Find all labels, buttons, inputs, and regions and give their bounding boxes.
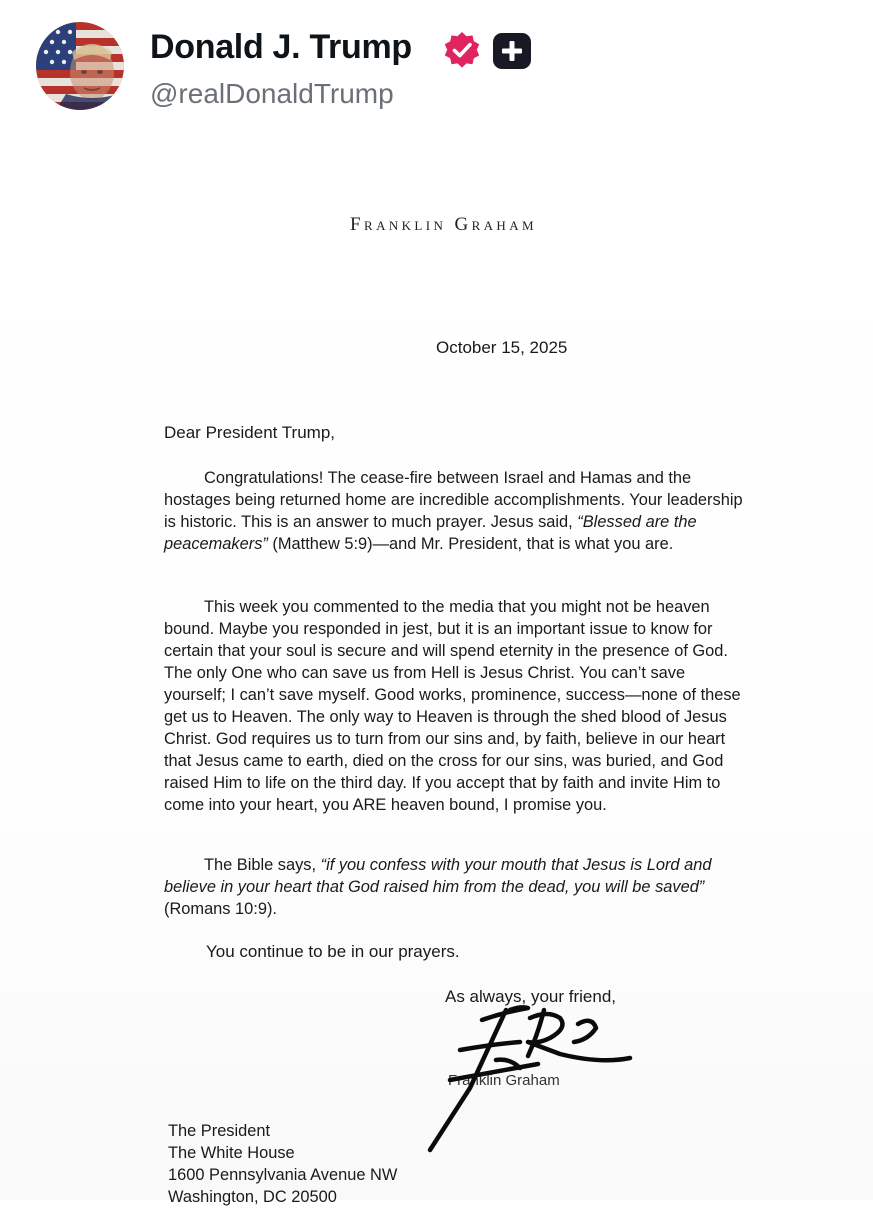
post-header	[0, 0, 873, 135]
author-handle[interactable]: @realDonaldTrump	[150, 78, 394, 109]
address-line: Washington, DC 20500	[168, 1188, 337, 1206]
paragraph-text: Congratulations! The cease-fire between Israel and Hamas and the hostages being returned home are incredible accomplishments. Your leadership is historic. This is an answer to much prayer. Jesus said,	[164, 469, 743, 531]
closing-prayer: You continue to be in our prayers.	[206, 942, 460, 961]
address-line: The President	[168, 1122, 271, 1140]
paragraph-bible	[164, 854, 749, 920]
author-name[interactable]: Donald J. Trump	[150, 28, 412, 66]
signature	[410, 1000, 650, 1165]
paragraph-text: (Matthew 5:9)—and Mr. President, that is what you are.	[267, 535, 674, 553]
scripture-quote: “if you confess with your mouth that Jesus is Lord and believe in your heart that God raised him from the dead, you will be saved”	[164, 856, 712, 896]
letter-date: October 15, 2025	[436, 338, 568, 357]
paragraph-text: (Romans 10:9).	[164, 900, 277, 918]
closing: As always, your friend,	[445, 987, 617, 1006]
address-line: 1600 Pennsylvania Avenue NW	[168, 1166, 398, 1184]
salutation: Dear President Trump,	[164, 423, 336, 442]
paragraph-text: The Bible says,	[204, 856, 321, 874]
scripture-quote: “Blessed are the peacemakers”	[164, 513, 697, 553]
recipient-address	[168, 1120, 397, 1208]
flag-portrait-icon	[36, 22, 124, 110]
letterhead: Franklin Graham	[350, 214, 537, 235]
letter-image	[0, 140, 873, 1206]
paragraph-congratulations	[164, 467, 749, 555]
avatar[interactable]	[36, 22, 124, 110]
address-line: The White House	[168, 1144, 295, 1162]
paragraph-heaven-bound: This week you commented to the media that you might not be heaven bound. Maybe you responded in jest, but it is an important issue to know for certain that your soul is secure and will spend eternity in the presence of God. The only One who can save us from Hell is Jesus Christ. You can’t save yourself; I can’t save myself. Good works, prominence, success—none of these get us to Heaven. The only way to Heaven is through the shed blood of Jesus Christ. God requires us to turn from our sins and, by faith, believe in our heart that Jesus came to earth, died on the cross for our sins, was buried, and God raised Him to life on the third day. If you accept that by faith and invite Him to come into your heart, you ARE heaven bound, I promise you.	[164, 598, 741, 814]
verified-badge-icon	[442, 30, 482, 70]
typed-name: Franklin Graham	[448, 1072, 560, 1089]
plus-icon[interactable]	[493, 33, 531, 69]
